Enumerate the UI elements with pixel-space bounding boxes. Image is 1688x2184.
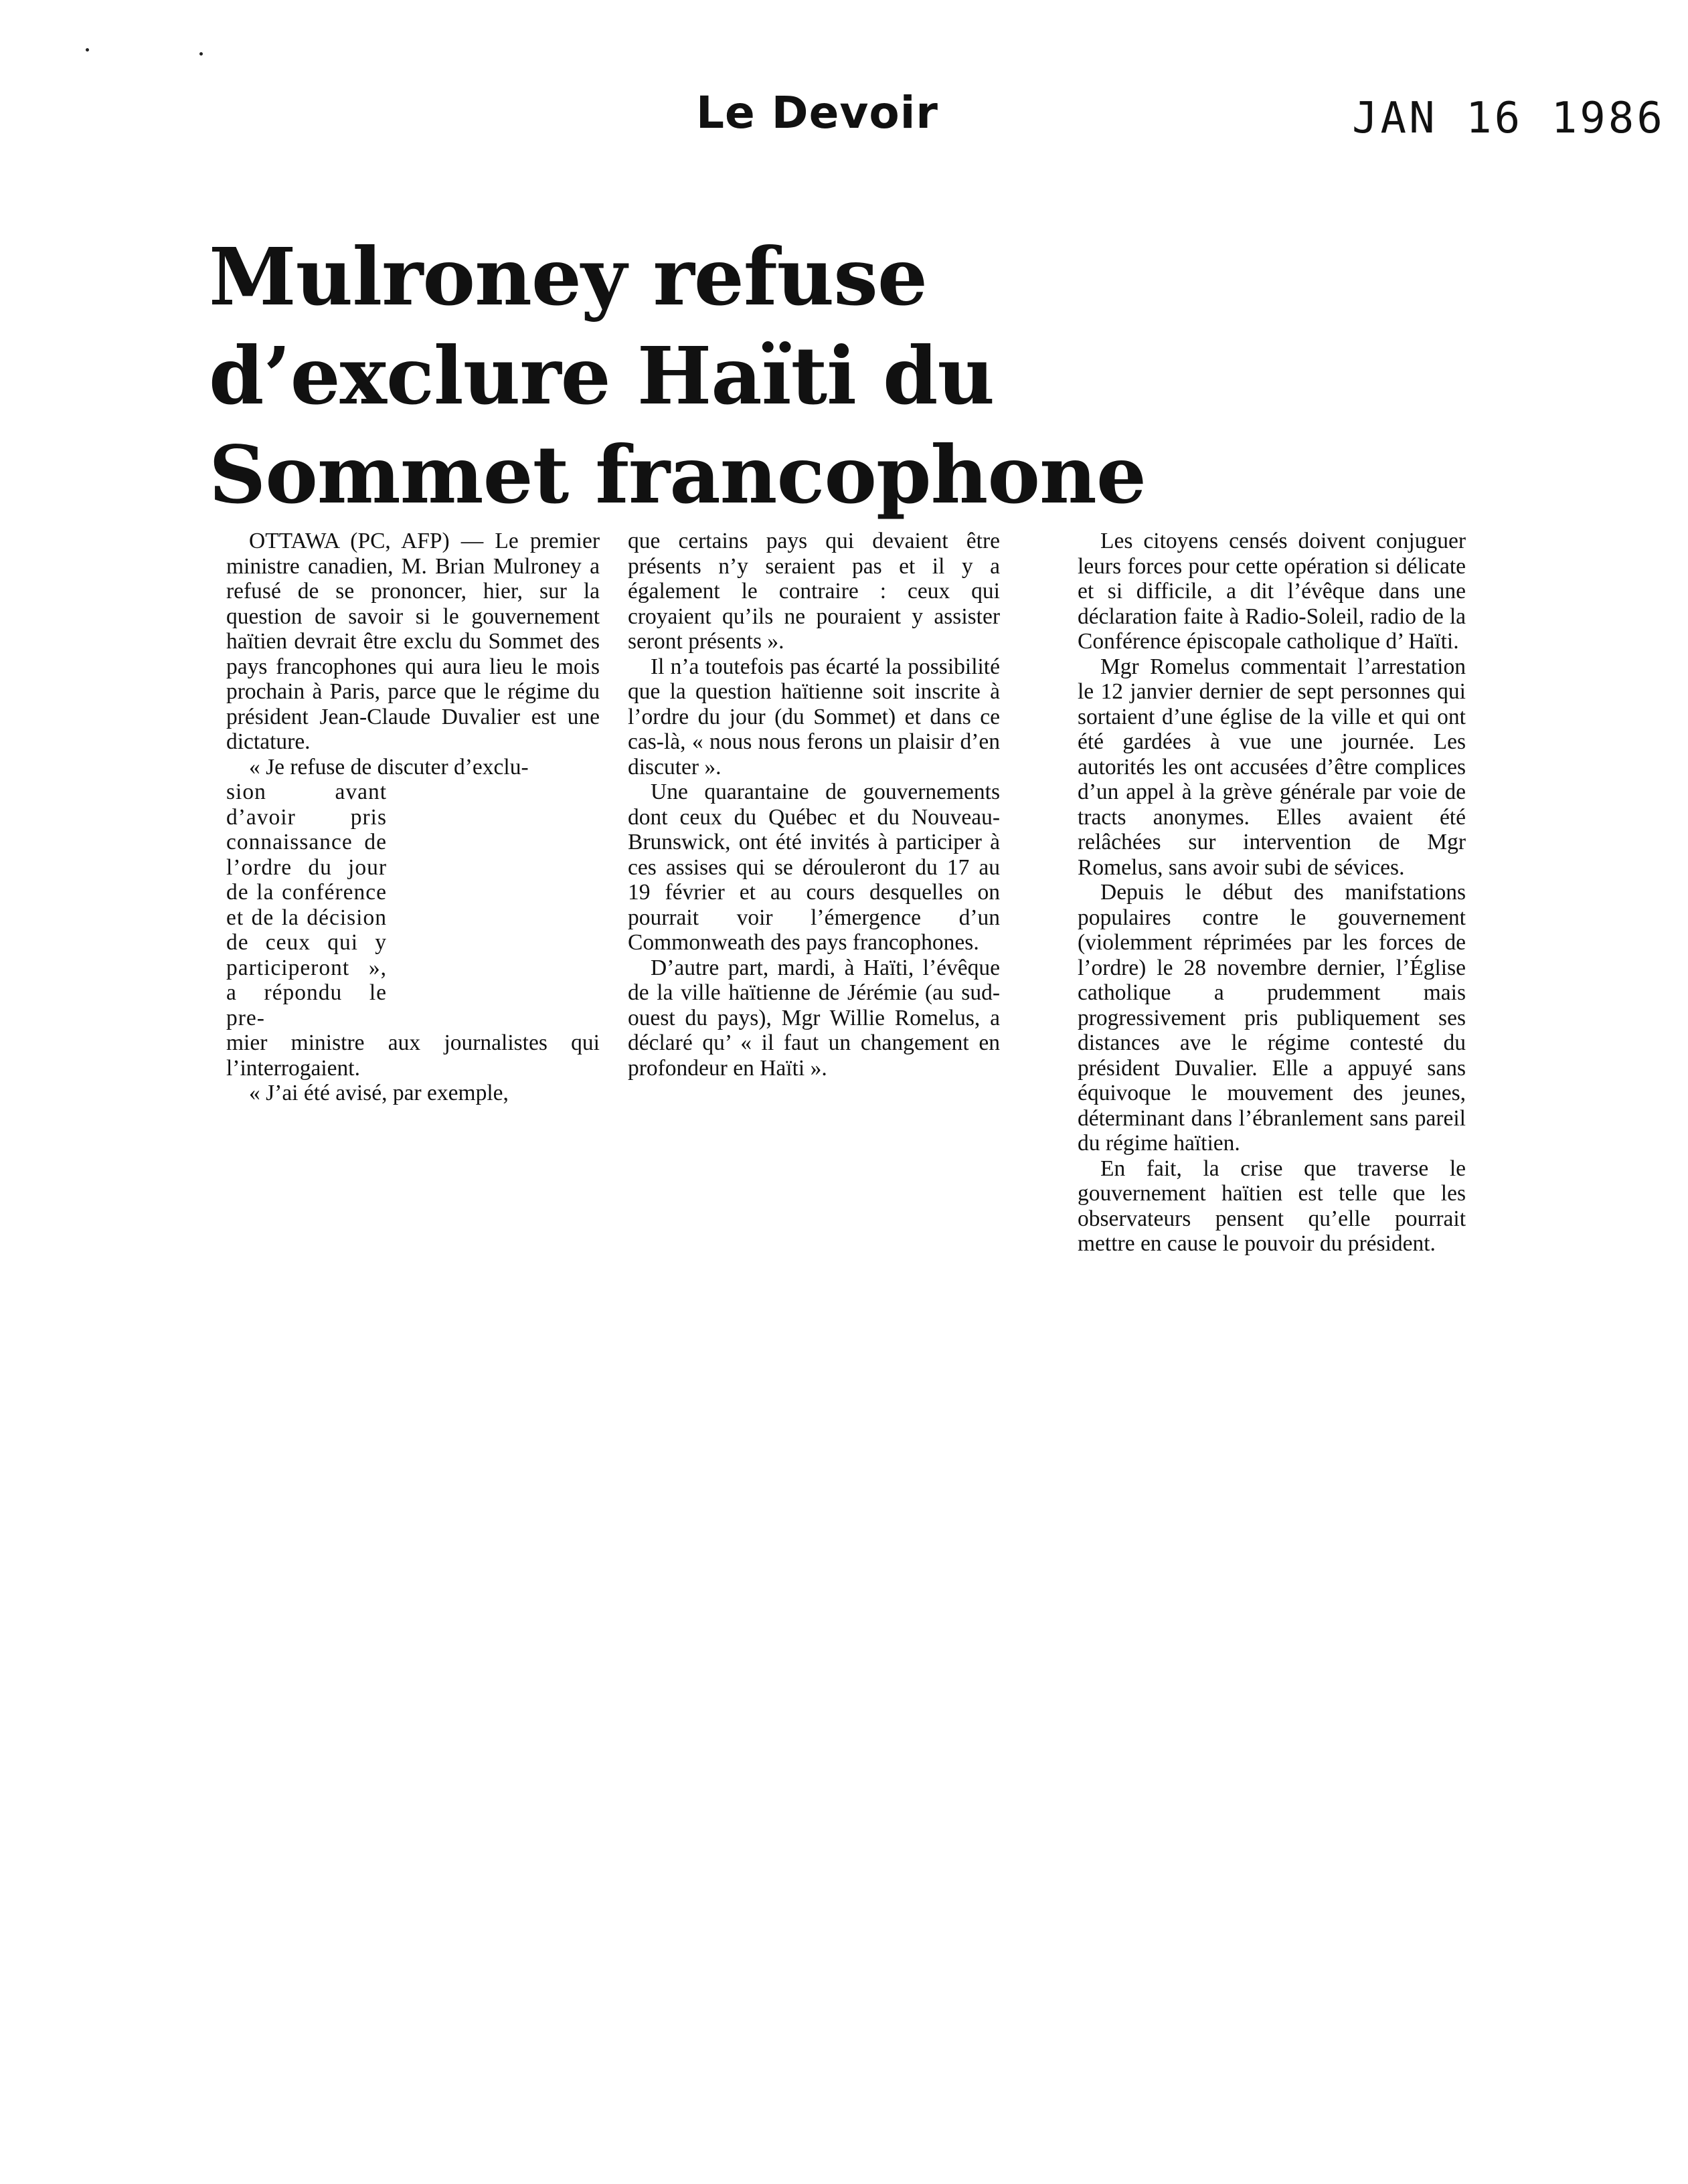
headline-line: Sommet francophone	[209, 428, 1146, 521]
paragraph: Une quarantaine de gouvernements dont ceux du Québec et du Nouveau-Brunswick, ont été invités à participer à ces assises qui se dérouleront du 17 au 19 février et au cours desquelles on pourrait voir l’émergence d’un Commonweath des pays francophones.	[628, 780, 1000, 955]
paragraph-wrap: sion avant d’avoir pris connaissance de l’ordre du jour de la conférence et de la décision de ceux qui y participeront », a répondu le pre-	[226, 780, 387, 1030]
paragraph: OTTAWA (PC, AFP) — Le premier ministre canadien, M. Brian Mulroney a refusé de se prononcer, hier, sur la question de savoir si le gouvernement haïtien devrait être exclu du Sommet des pays francophones qui aura lieu le mois prochain à Paris, parce que le régime du président Jean-Claude Duvalier est une dictature.	[226, 529, 600, 754]
paragraph: Mgr Romelus commentait l’arrestation le 12 janvier dernier de sept personnes qui sortaient d’une église de la ville et qui ont été gardées à vue une journée. Les autorités les ont accusées d’être complices d’un appel à la grève générale par voie de tracts anonymes. Elles avaient été relâchées sur intervention de Mgr Romelus, sans avoir subi de sévices.	[1078, 654, 1466, 880]
paragraph: D’autre part, mardi, à Haïti, l’évêque de la ville haïtienne de Jérémie (au sud-ouest du pays), Mgr Willie Romelus, a déclaré qu’ « il faut un changement en profondeur en Haïti ».	[628, 955, 1000, 1081]
paragraph: Les citoyens censés doivent conjuguer leurs forces pour cette opération si délicate et si difficile, a dit l’évêque dans une déclaration faite à Radio-Soleil, radio de la Conférence épiscopale catholique d’ Haïti.	[1078, 529, 1466, 654]
publication-date: JAN 16 1986	[1352, 94, 1665, 143]
scan-speck	[86, 48, 89, 52]
paragraph: « J’ai été avisé, par exemple,	[249, 1081, 509, 1105]
publication-name: Le Devoir	[696, 87, 938, 139]
paragraph: mier ministre aux journalistes qui l’interrogaient.	[226, 1030, 600, 1081]
article-column-2	[628, 529, 1000, 1081]
paragraph: Depuis le début des manifstations populaires contre le gouvernement (violemment réprimées par les forces de l’ordre) le 28 novembre dernier, l’Église catholique a prudemment mais progressivement pris publiquement ses distances ave le régime contesté du président Duvalier. Elle a appuyé sans équivoque le mouvement des jeunes, déterminant dans l’ébranlement sans pareil du régime haïtien.	[1078, 880, 1466, 1156]
article-column-3	[1078, 529, 1466, 1257]
article-column-1	[226, 529, 600, 1106]
headline-line: d’exclure Haïti du	[209, 329, 995, 422]
article-headline	[209, 227, 1146, 525]
paragraph: En fait, la crise que traverse le gouvernement haïtien est telle que les observateurs pensent qu’elle pourrait mettre en cause le pouvoir du président.	[1078, 1156, 1466, 1256]
paragraph: que certains pays qui devaient être présents n’y seraient pas et il y a également le contraire : ceux qui croyaient qu’ils ne pouraient y assister seront présents ».	[628, 529, 1000, 654]
scan-speck	[199, 52, 203, 56]
paragraph: Il n’a toutefois pas écarté la possibilité que la question haïtienne soit inscrite à l’ordre du jour (du Sommet) et dans ce cas-là, « nous nous ferons un plaisir d’en discuter ».	[628, 654, 1000, 780]
paragraph: « Je refuse de discuter d’exclu-	[249, 754, 529, 780]
headline-line: Mulroney refuse	[209, 230, 927, 323]
